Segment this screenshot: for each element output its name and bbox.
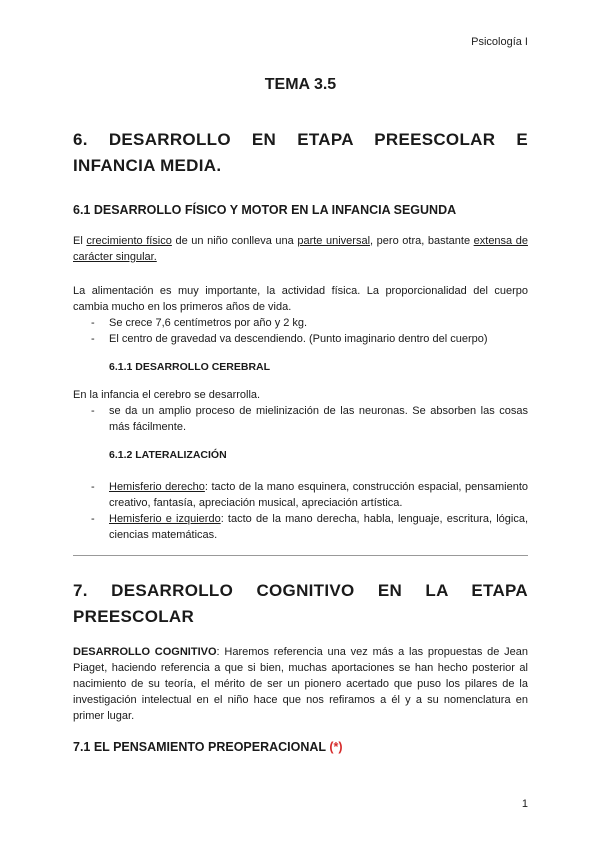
dash-bullet: - bbox=[91, 481, 95, 493]
paragraph-nutrition: La alimentación es muy importante, la actividad física. La proporcionalidad del cuerpo cambia mucho en los primeros años de vida. bbox=[73, 285, 528, 313]
list-item-text: se da un amplio proceso de mielinización de las neuronas. Se absorben las cosas más fácilmente. bbox=[109, 405, 528, 433]
list-item-text: : tacto de la mano derecha, habla, lenguaje, escritura, lógica, ciencias matemáticas. bbox=[109, 513, 528, 541]
underlined-text: Hemisferio e izquierdo bbox=[109, 513, 221, 525]
asterisk-mark: (*) bbox=[329, 740, 343, 754]
section6-title-line1: 6. DESARROLLO EN ETAPA PREESCOLAR E bbox=[73, 130, 528, 149]
list-item bbox=[73, 331, 528, 347]
paragraph-cognitive bbox=[73, 644, 528, 724]
section71-heading bbox=[73, 740, 528, 754]
underlined-text: extensa de carácter singular. bbox=[73, 235, 528, 263]
heading-text: 7.1 EL PENSAMIENTO PREOPERACIONAL bbox=[73, 740, 330, 754]
brain-list bbox=[73, 403, 528, 435]
list-item bbox=[73, 315, 528, 331]
paragraph-growth bbox=[73, 233, 528, 265]
dash-bullet: - bbox=[91, 513, 95, 525]
section611-heading: 6.1.1 DESARROLLO CEREBRAL bbox=[109, 361, 271, 373]
section612-heading: 6.1.2 LATERALIZACIÓN bbox=[109, 449, 227, 461]
dash-bullet: - bbox=[91, 317, 95, 329]
section-divider bbox=[73, 555, 528, 556]
underlined-text: Hemisferio derecho bbox=[109, 481, 205, 493]
page-number: 1 bbox=[521, 798, 528, 810]
section7-title-line1: 7. DESARROLLO COGNITIVO EN LA ETAPA bbox=[73, 581, 528, 600]
list-item bbox=[73, 479, 528, 511]
underlined-text: parte universal bbox=[297, 235, 371, 247]
paragraph-brain: En la infancia el cerebro se desarrolla. bbox=[73, 389, 261, 401]
bold-term: DESARROLLO COGNITIVO bbox=[73, 646, 217, 658]
list-item bbox=[73, 511, 528, 543]
lateralization-list bbox=[73, 479, 528, 543]
dash-bullet: - bbox=[91, 333, 95, 345]
section61-heading: 6.1 DESARROLLO FÍSICO Y MOTOR EN LA INFANCIA SEGUNDA bbox=[73, 203, 457, 217]
text: El bbox=[73, 235, 87, 247]
section7-title-line2: PREESCOLAR bbox=[73, 607, 195, 626]
list-item-text: : tacto de la mano esquinera, construcción espacial, pensamiento creativo, fantasía, apreciación musical, apreciación artística. bbox=[109, 481, 528, 509]
list-item-text: El centro de gravedad va descendiendo. (Punto imaginario dentro del cuerpo) bbox=[109, 333, 488, 345]
page-content bbox=[73, 76, 528, 754]
course-header: Psicología I bbox=[471, 36, 528, 48]
growth-list bbox=[73, 315, 528, 347]
topic-title: TEMA 3.5 bbox=[264, 76, 337, 93]
section6-title-line2: INFANCIA MEDIA. bbox=[73, 156, 222, 175]
underlined-text: crecimiento físico bbox=[86, 235, 172, 247]
text: : Haremos referencia una vez más a las propuestas de Jean Piaget, haciendo referencia a que si bien, muchas aportaciones se han hecho posterior al nacimiento de su teoría, el mérito de ser un pionero acertado que puso los pilares de la investigación intelectual en el niño hace que nos refiramos a él y a su nomenclatura en primer lugar. bbox=[73, 646, 529, 722]
list-item-text: Se crece 7,6 centímetros por año y 2 kg. bbox=[109, 317, 308, 329]
list-item bbox=[73, 403, 528, 435]
text: , pero otra, bastante bbox=[370, 235, 474, 247]
dash-bullet: - bbox=[91, 405, 95, 417]
text: de un niño conlleva una bbox=[171, 235, 298, 247]
